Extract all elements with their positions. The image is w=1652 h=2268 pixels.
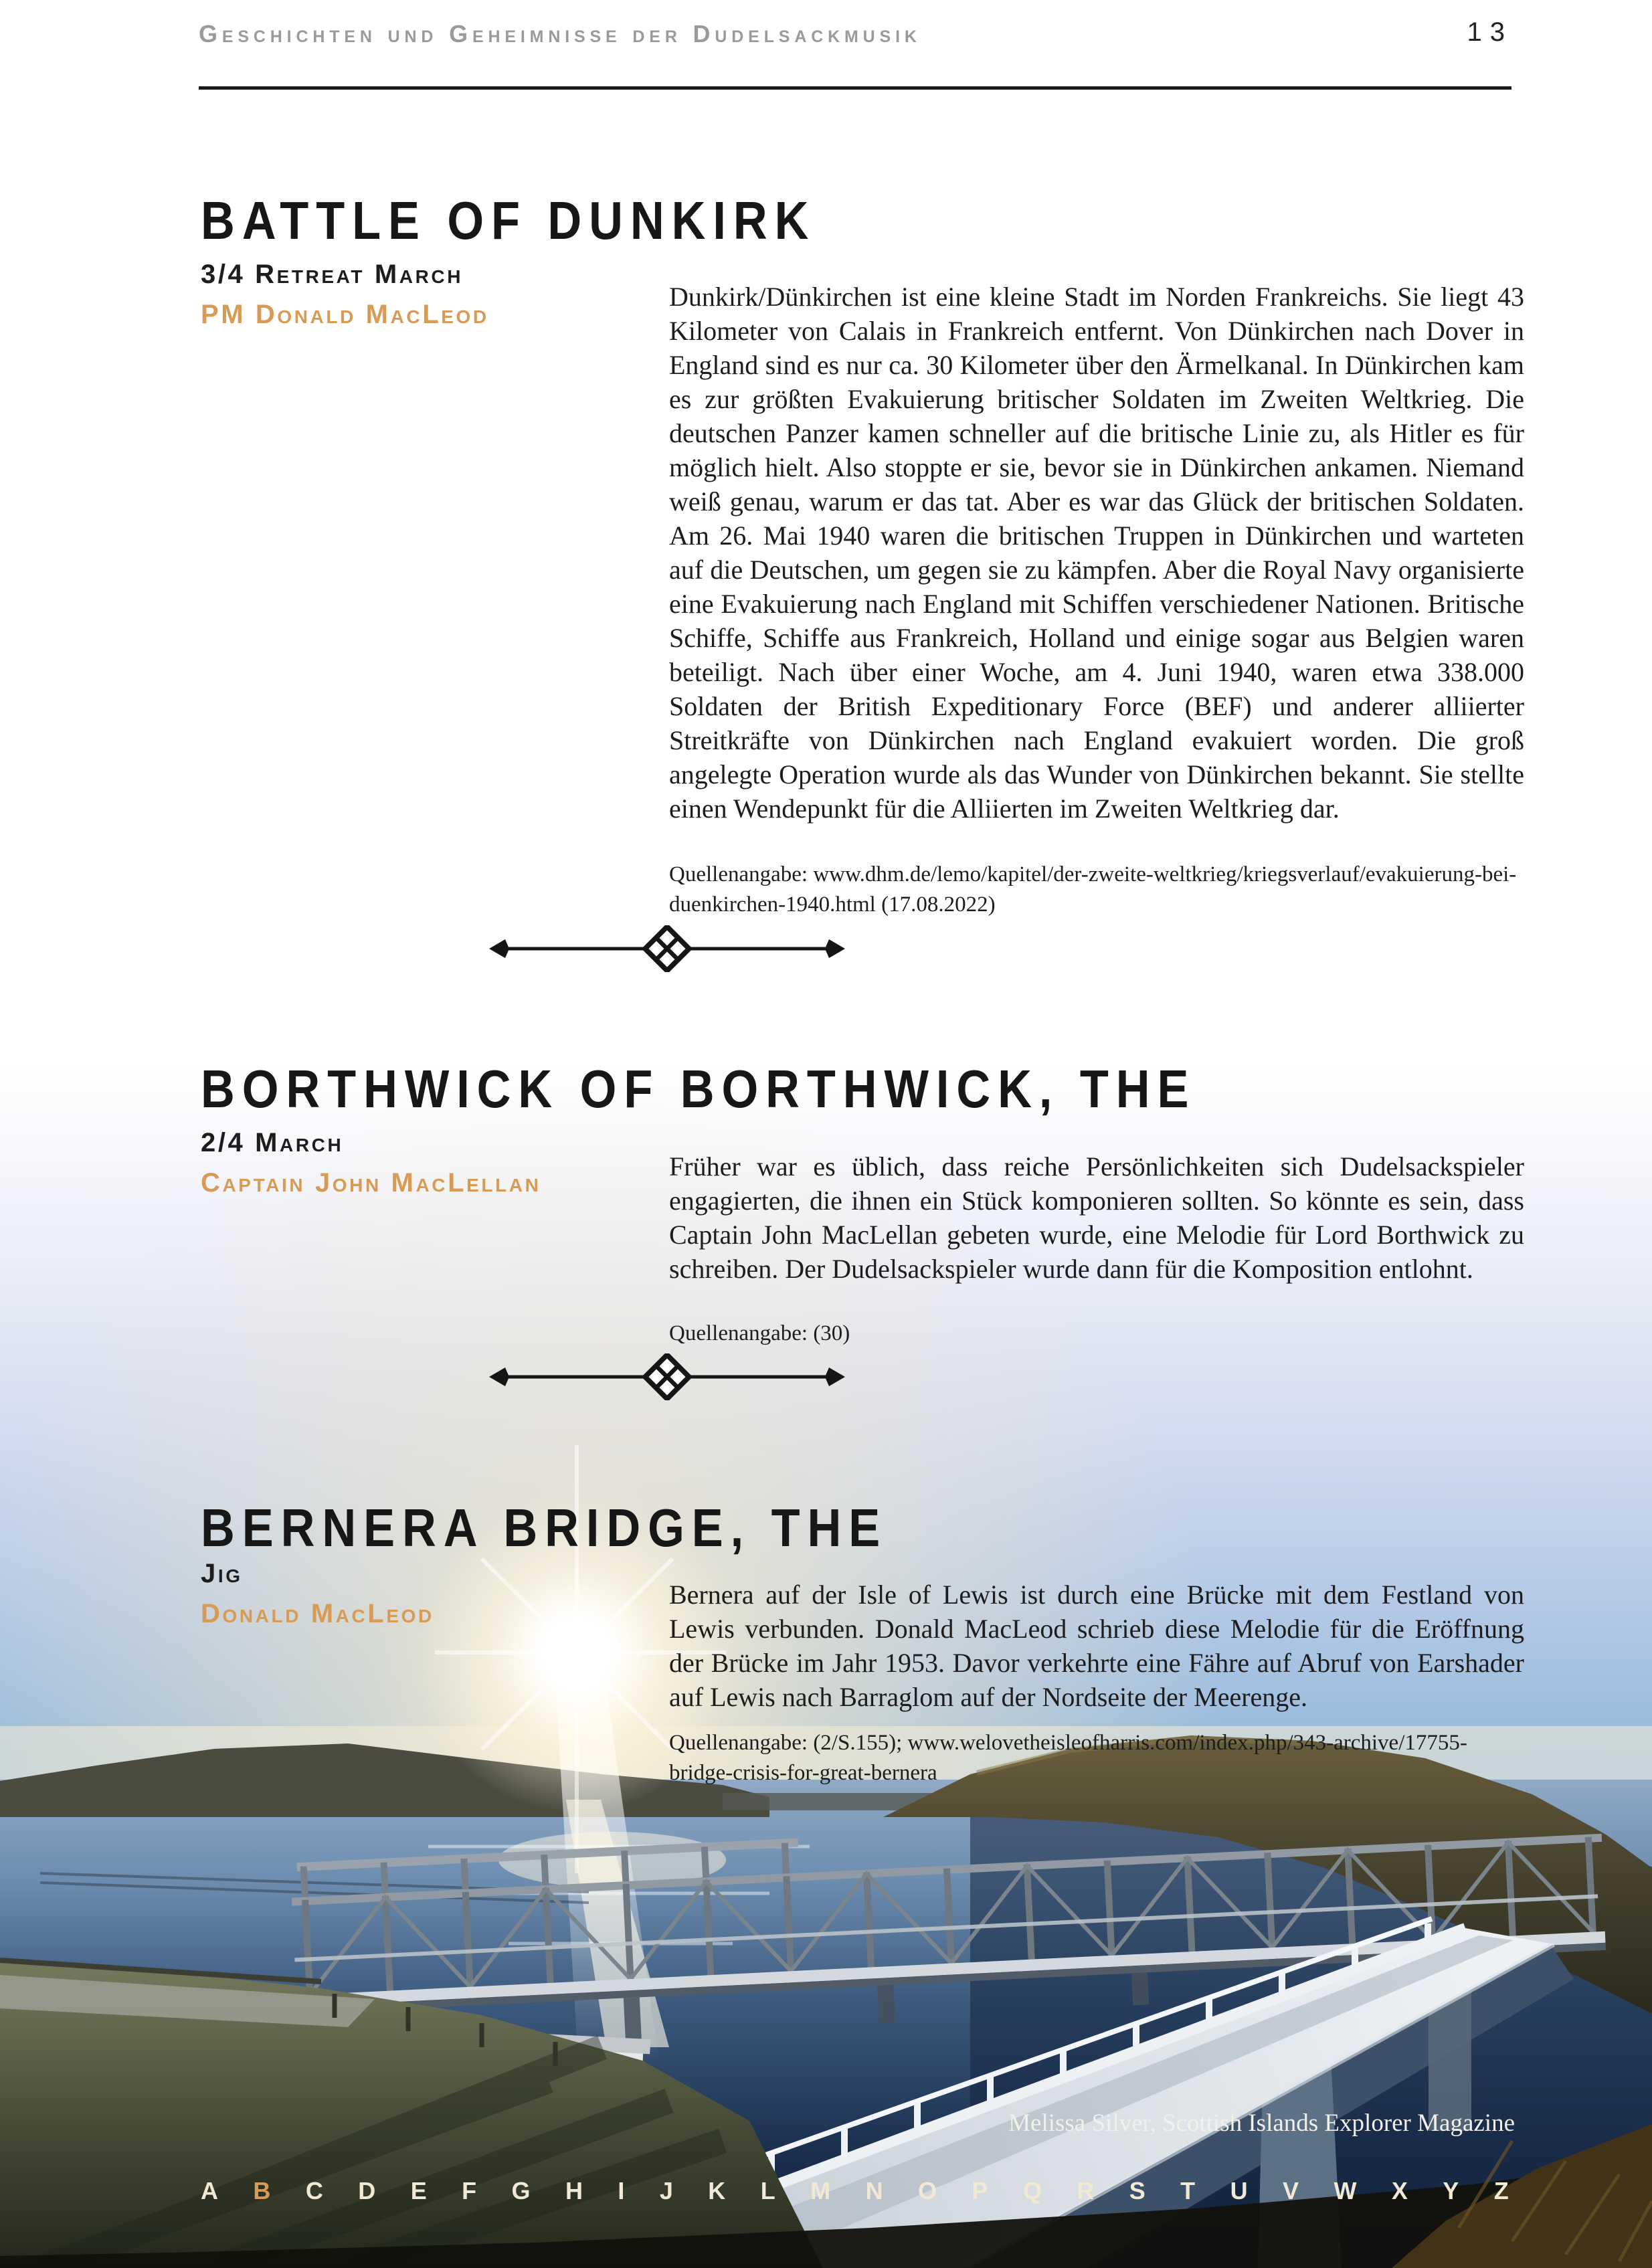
alphabet-letter-h[interactable]: H: [565, 2177, 583, 2204]
divider-ornament: [486, 1353, 848, 1400]
alphabet-letter-x[interactable]: X: [1391, 2177, 1408, 2204]
alphabet-index: [201, 2177, 1509, 2205]
alphabet-letter-j[interactable]: J: [659, 2177, 673, 2204]
composer: Captain John MacLellan: [201, 1168, 541, 1198]
alphabet-letter-k[interactable]: K: [708, 2177, 726, 2204]
alphabet-letter-t[interactable]: T: [1180, 2177, 1196, 2204]
alphabet-letter-s[interactable]: S: [1129, 2177, 1145, 2204]
page-number: 13: [1467, 17, 1513, 47]
alphabet-letter-d[interactable]: D: [358, 2177, 376, 2204]
alphabet-letter-r[interactable]: R: [1077, 2177, 1095, 2204]
tune-type: 3/4 Retreat March: [201, 260, 464, 289]
alphabet-letter-q[interactable]: Q: [1022, 2177, 1042, 2204]
alphabet-letter-e[interactable]: E: [410, 2177, 427, 2204]
divider-ornament: [486, 925, 848, 972]
source-note: Quellenangabe: www.dhm.de/lemo/kapitel/der-zweite-weltkrieg/kriegsverlauf/evakuierung-bei-duenkirchen-1940.html (17.08.2022): [669, 862, 1517, 917]
section-title: BATTLE OF DUNKIRK: [201, 190, 816, 250]
alphabet-letter-c[interactable]: C: [305, 2177, 323, 2204]
alphabet-letter-f[interactable]: F: [462, 2177, 477, 2204]
section-title: BORTHWICK OF BORTHWICK, THE: [201, 1058, 1196, 1119]
alphabet-letter-i[interactable]: I: [618, 2177, 625, 2204]
alphabet-letter-n[interactable]: N: [865, 2177, 883, 2204]
section-body: Früher war es üblich, dass reiche Persönlichkeiten sich Dudelsackspieler engagierten, die ihnen ein Stück komponieren sollten. So könnte es sein, dass Captain John MacLellan gebeten wurde, eine Melodie für Lord Borthwick zu schreiben. Der Dudelsackspieler wurde dann für die Komposition entlohnt.: [669, 1151, 1524, 1284]
alphabet-letter-y[interactable]: Y: [1443, 2177, 1459, 2204]
composer: PM Donald MacLeod: [201, 300, 489, 329]
alphabet-letter-g[interactable]: G: [511, 2177, 531, 2204]
alphabet-letter-a[interactable]: A: [201, 2177, 218, 2204]
alphabet-letter-u[interactable]: U: [1230, 2177, 1248, 2204]
running-header: Geschichten und Geheimnisse der Dudelsackmusik: [199, 20, 921, 48]
tune-type: Jig: [201, 1559, 243, 1588]
alphabet-letter-o[interactable]: O: [917, 2177, 937, 2204]
source-note: Quellenangabe: (30): [669, 1321, 850, 1345]
tune-type: 2/4 March: [201, 1128, 344, 1157]
alphabet-letter-p[interactable]: P: [972, 2177, 988, 2204]
alphabet-letter-m[interactable]: M: [810, 2177, 831, 2204]
alphabet-letter-v[interactable]: V: [1283, 2177, 1299, 2204]
section-body: Bernera auf der Isle of Lewis ist durch eine Brücke mit dem Festland von Lewis verbunden. Donald MacLeod schrieb diese Melodie für die Eröffnung der Brücke im Jahr 1953. Davor verkehrte eine Fähre auf Abruf von Earshader auf Lewis nach Barraglom auf der Nordseite der Meerenge.: [669, 1580, 1524, 1712]
alphabet-letter-l[interactable]: L: [760, 2177, 775, 2204]
header-rule: [199, 86, 1511, 90]
alphabet-letter-b[interactable]: B: [253, 2177, 271, 2204]
section-body: Dunkirk/Dünkirchen ist eine kleine Stadt im Norden Frankreichs. Sie liegt 43 Kilometer von Calais in Frankreich entfernt. Von Dünkirchen nach Dover in England sind es nur ca. 30 Kilometer über den Ärmelkanal. In Dünkirchen kam es zur größten Evakuierung britischer Soldaten im Zweiten Weltkrieg. Die deutschen Panzer kamen schneller auf die britische Linie zu, als Hitler es für möglich hielt. Also stoppte er sie, bevor sie in Dünkirchen ankamen. Niemand weiß genau, warum er das tat. Aber es war das Glück der britischen Soldaten. Am 26. Mai 1940 waren die britischen Truppen in Dünkirchen und warteten auf die Deutschen, um gegen sie zu kämpfen. Aber die Royal Navy organisierte eine Evakuierung nach England mit Schiffen verschiedener Nationen. Britische Schiffe, Schiffe aus Frankreich, Holland und einige sogar aus Belgien waren beteiligt. Nach über einer Woche, am 4. Juni 1940, waren etwa 338.000 Soldaten der British Expeditionary Force (BEF) und anderer alliierter Streitkräfte von Dünkirchen nach England evakuiert worden. Die groß angelegte Operation wurde als das Wunder von Dünkirchen bekannt. Sie stellte einen Wendepunkt für die Alliierten im Zweiten Weltkrieg dar.: [669, 282, 1524, 824]
source-note: Quellenangabe: (2/S.155); www.welovetheisleofharris.com/index.php/343-archive/17755-bridge-crisis-for-great-bernera: [669, 1731, 1467, 1785]
photo-credit: Melissa Silver, Scottish Islands Explorer Magazine: [1008, 2109, 1515, 2137]
composer: Donald MacLeod: [201, 1599, 434, 1628]
alphabet-letter-w[interactable]: W: [1334, 2177, 1357, 2204]
alphabet-letter-z[interactable]: Z: [1493, 2177, 1509, 2204]
section-title: BERNERA BRIDGE, THE: [201, 1497, 888, 1557]
